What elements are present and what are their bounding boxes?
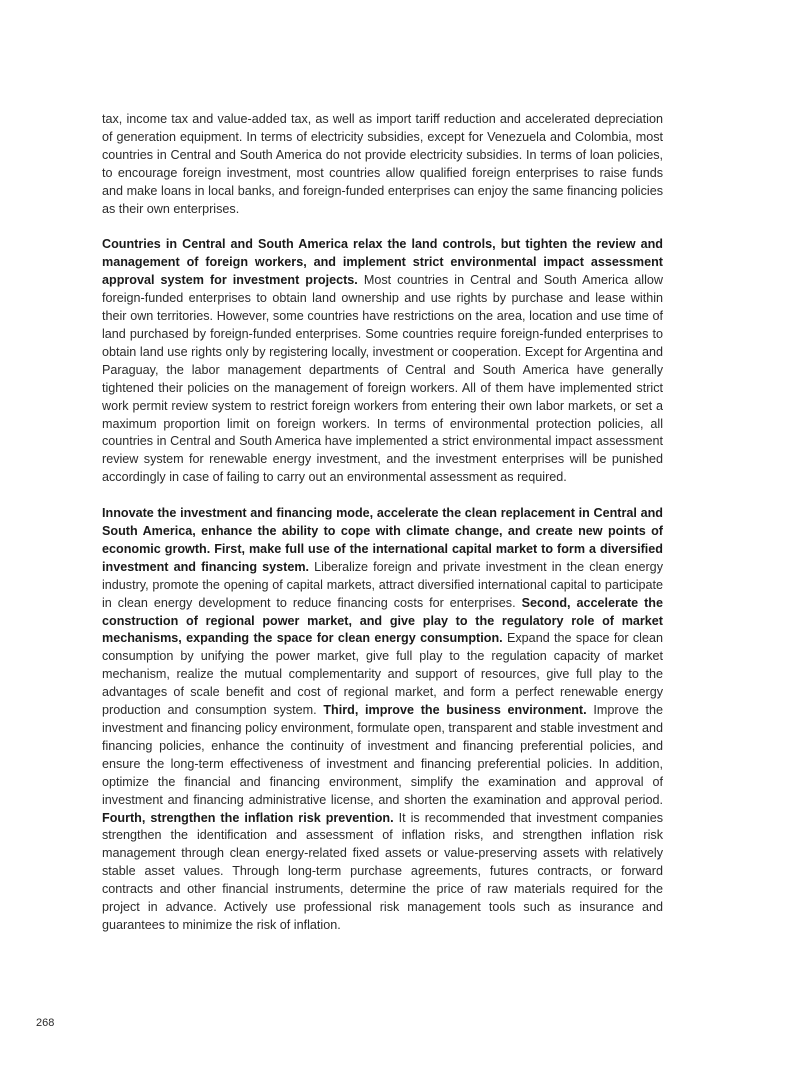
paragraph-text: It is recommended that investment companies strengthen the identification and assessment of inflation risks, and strengthen inflation risk management through clean energy-related fixed assets or value-preserving assets with relatively stable asset values. Through long-term purchase agreements, futures contracts, or forward contracts and other financial instruments, determine the price of raw materials required for the project in advance. Actively use professional risk management tools such as insurance and guarantees to minimize the risk of inflation.	[102, 810, 663, 932]
paragraph	[102, 236, 663, 487]
paragraph-text: Liberalize foreign and private investment in the clean energy industry, promote the opening of capital markets, attract diversified international capital to participate in clean energy development to reduce financing costs for enterprises.	[102, 559, 663, 610]
paragraph-text: Expand the space for clean consumption by unifying the power market, give full play to the regulation capacity of market mechanism, realize the mutual complementarity and support of resources, give full play to the advantages of scale benefit and cost of regional market, and form a perfect renewable energy production and consumption system.	[102, 631, 663, 718]
paragraph-text: Most countries in Central and South America allow foreign-funded enterprises to obtain land ownership and use rights by purchase and lease within their own territories. However, some countries have restrictions on the area, location and use time of land purchased by foreign-funded enterprises. Some countries require foreign-funded enterprises to obtain land use rights only by registering locally, investment or cooperation. Except for Argentina and Paraguay, the labor management departments of Central and South America have generally tightened their policies on the management of foreign workers. All of them have implemented strict work permit review system to restrict foreign workers from entering their own labor markets, or set a maximum proportion limit on foreign workers. In terms of environmental protection policies, all countries in Central and South America have implemented a strict environmental impact assessment review system for renewable energy investment, and the investment enterprises will be punished accordingly in case of failing to carry out an environmental assessment as required.	[102, 273, 663, 485]
paragraph-lead-bold: Countries in Central and South America relax the land controls, but tighten the review and management of foreign workers, and implement strict environmental impact assessment approval system for investment projects.	[102, 237, 663, 288]
paragraph-point-bold: Fourth, strengthen the inflation risk prevention.	[102, 810, 394, 825]
paragraph	[102, 505, 663, 935]
paragraph-text: Improve the investment and financing policy environment, formulate open, transparent and stable investment and financing policies, enhance the continuity of investment and financing preferential policies, and ensure the long-term effectiveness of investment and financing preferential policies. In addition, optimize the financial and financing environment, simplify the examination and approval of investment and financing administrative license, and shorten the examination and approval period.	[102, 703, 664, 807]
paragraph-text: tax, income tax and value-added tax, as well as import tariff reduction and accelerated depreciation of generation equipment. In terms of electricity subsidies, except for Venezuela and Colombia, most countries in Central and South America do not provide electricity subsidies. In terms of loan policies, to encourage foreign investment, most countries allow qualified foreign enterprises to raise funds and make loans in local banks, and foreign-funded enterprises can enjoy the same financing policies as their own enterprises.	[102, 112, 663, 216]
page-number: 268	[36, 1017, 55, 1029]
paragraph	[102, 111, 663, 218]
paragraph-point-bold: Third, improve the business environment.	[323, 703, 587, 718]
paragraph-lead-bold: Innovate the investment and financing mode, accelerate the clean replacement in Central and South America, enhance the ability to cope with climate change, and create new points of economic growth. First, make full use of the international capital market to form a diversified investment and financing system.	[102, 506, 663, 574]
paragraph-point-bold: Second, accelerate the construction of regional power market, and give play to the regulatory role of market mechanisms, expanding the space for clean energy consumption.	[102, 595, 664, 646]
page-body	[102, 111, 663, 953]
